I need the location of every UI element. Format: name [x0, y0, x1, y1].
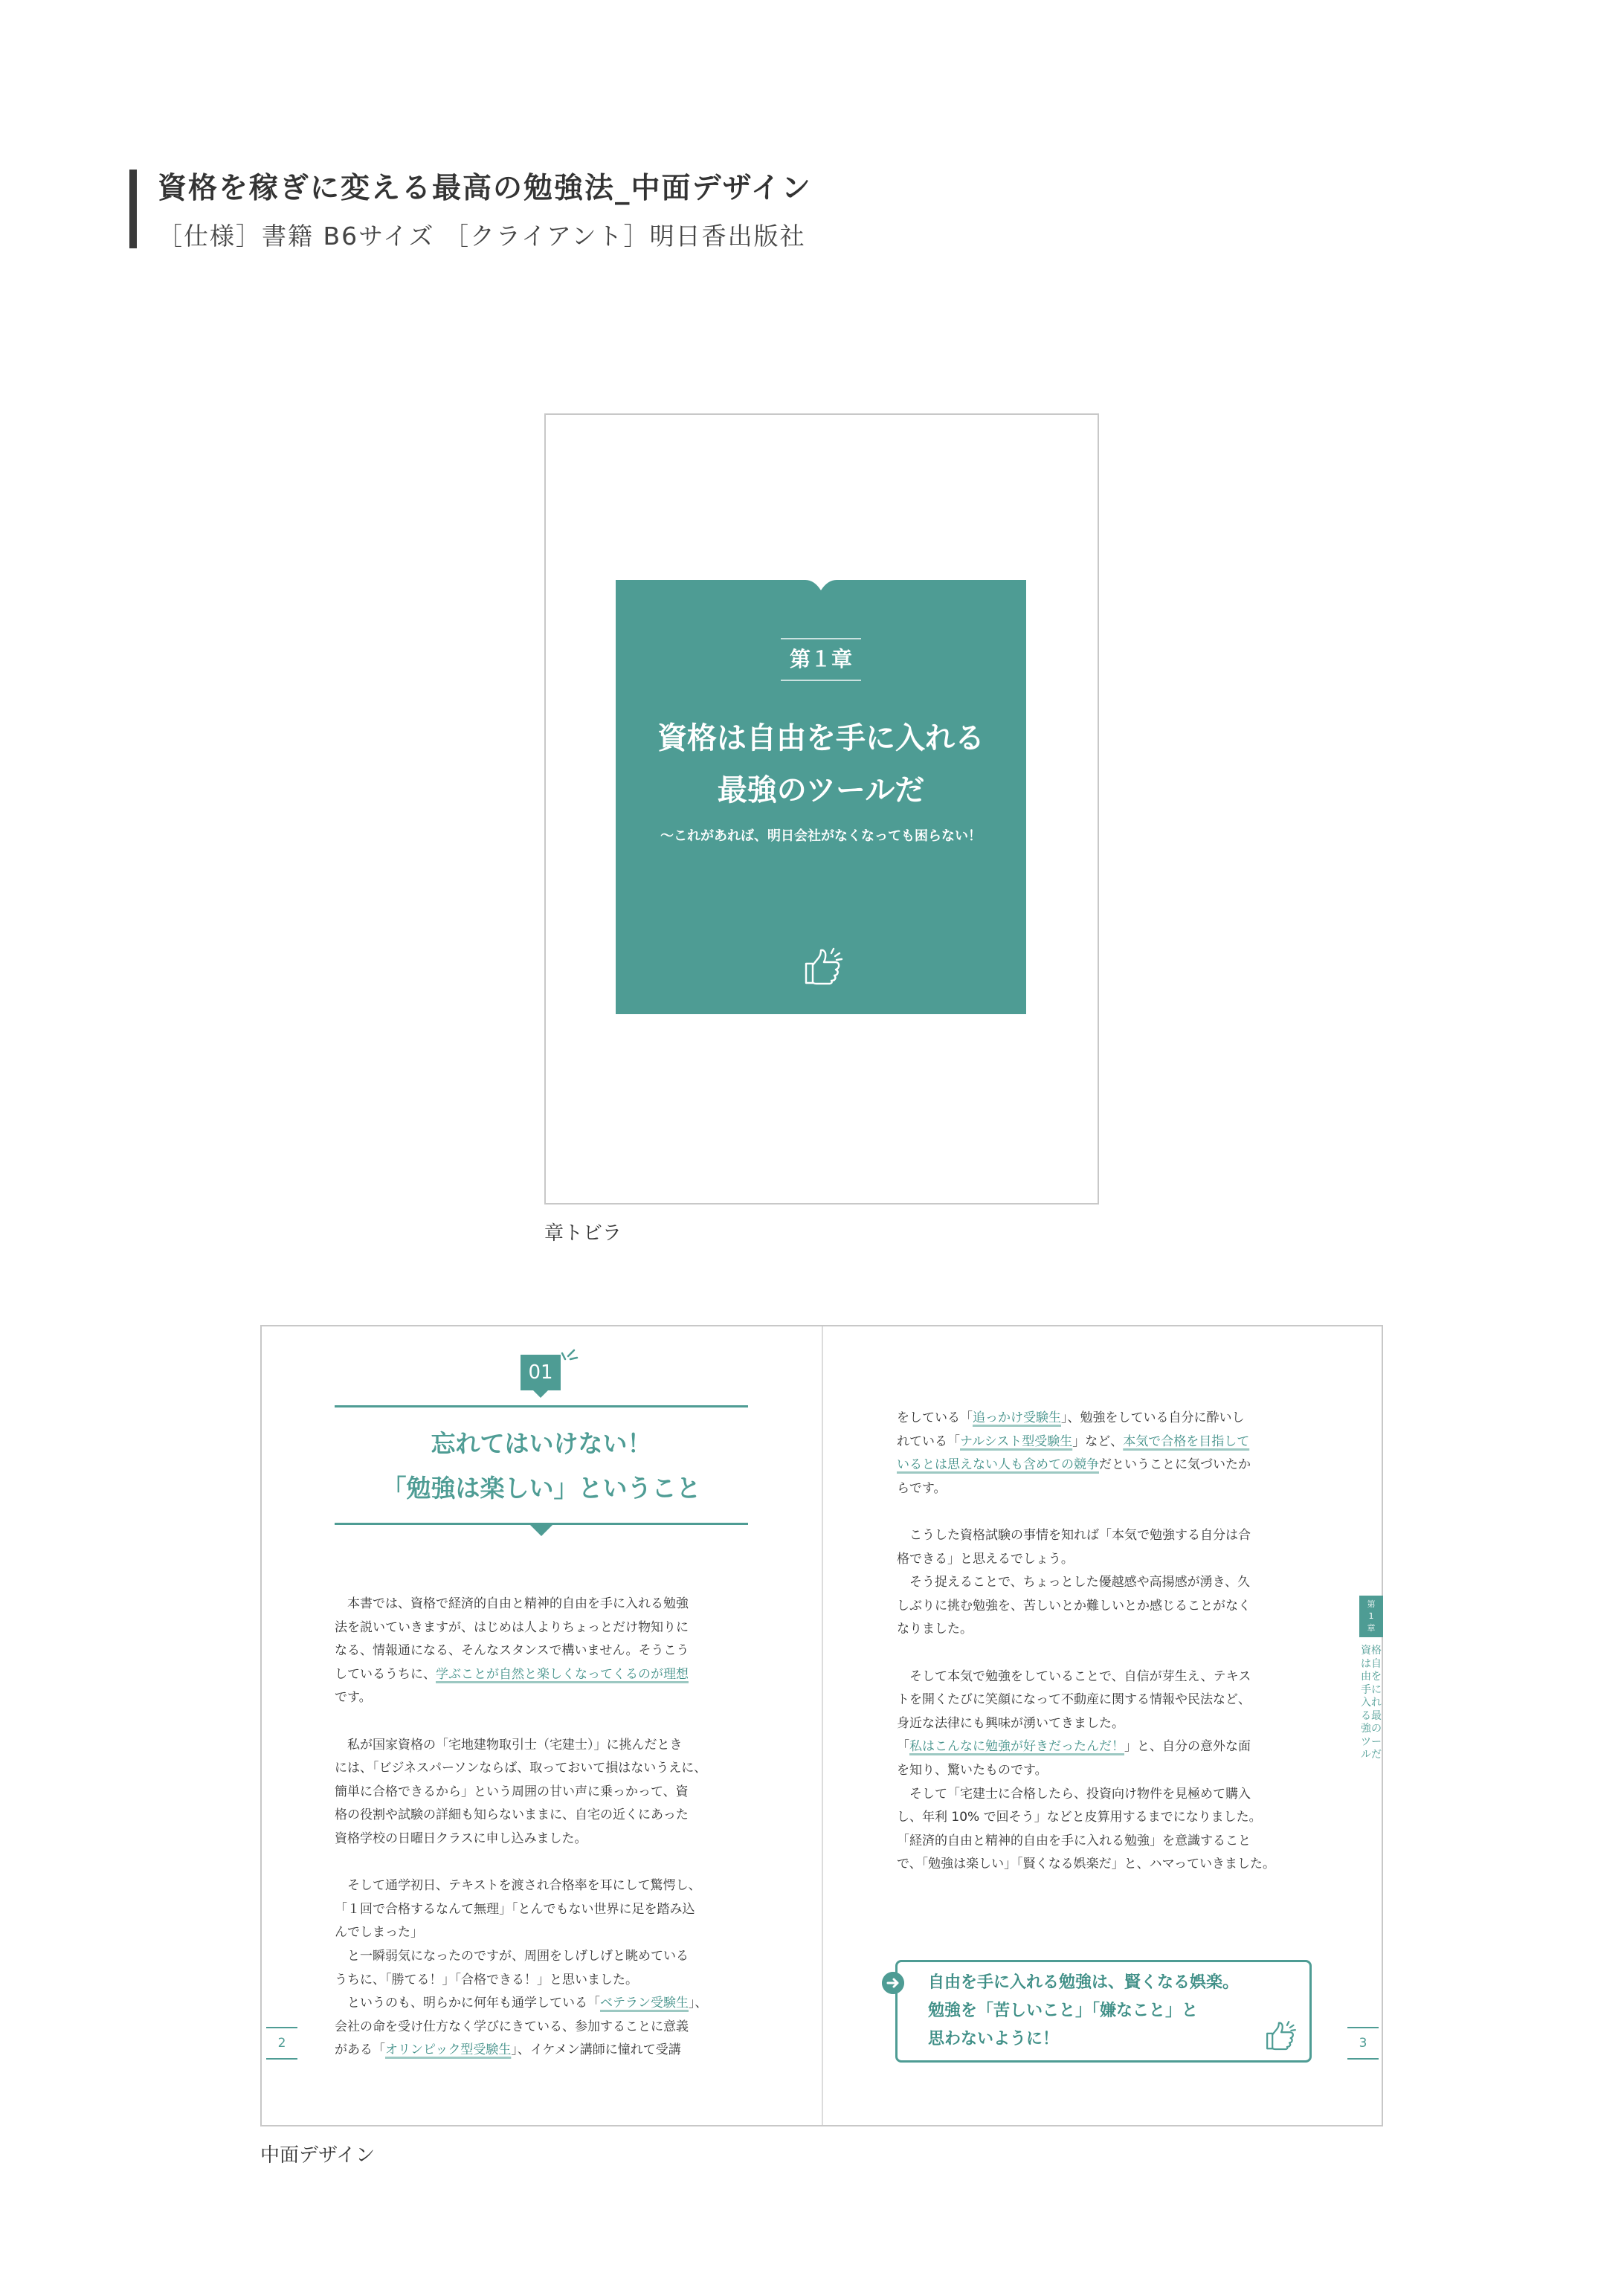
arrow-right-circle-icon	[882, 1972, 904, 1994]
section-number-badge: 01	[521, 1355, 561, 1390]
body-line: そして「宅建士に合格したら、投資向け物件を見極めて購入	[909, 1786, 1251, 1802]
body-line: いるとは思えない人も含めての競争だということに気づいたか	[897, 1457, 1251, 1473]
left-page-body	[335, 1593, 751, 2063]
section-rule-pointer	[529, 1524, 553, 1536]
document-title: 資格を稼ぎに変える最高の勉強法_中面デザイン	[158, 172, 812, 205]
highlight-text: 本気で合格を目指して	[1123, 1434, 1250, 1449]
section-title-line2: 「勉強は楽しい」ということ	[381, 1474, 701, 1503]
body-line: そう捉えることで、ちょっとした優越感や高揚感が湧き、久	[909, 1575, 1250, 1590]
body-line: んでしまった」	[335, 1925, 423, 1941]
thumbs-up-icon	[803, 946, 845, 987]
chapter-subtitle: 〜これがあれば、明日会社がなくなっても困らない！	[660, 828, 982, 844]
chapter-page-caption: 章トビラ	[544, 1222, 622, 1245]
chapter-title-line2: 最強のツールだ	[717, 773, 925, 807]
highlight-text: ベテラン受験生	[600, 1996, 689, 2011]
badge-pointer	[533, 1390, 548, 1398]
section-title	[335, 1422, 748, 1511]
body-line: れている「ナルシスト型受験生」など、本気で合格を目指して	[897, 1434, 1250, 1449]
body-line: らです。	[897, 1480, 947, 1496]
highlight-text: 学ぶことが自然と楽しくなってくるのが理想	[436, 1666, 689, 1682]
body-line: しぶりに挑む勉強を、苦しいとか難しいとか感じることがなく	[897, 1598, 1251, 1613]
chapter-title-line1: 資格は自由を手に入れる	[657, 721, 985, 755]
body-line: 本書では、資格で経済的自由と精神的自由を手に入れる勉強	[347, 1596, 689, 1611]
callout-line3: 思わないように！	[928, 2030, 1060, 2048]
body-line: そして本気で勉強をしていることで、自信が芽生え、テキス	[909, 1668, 1251, 1684]
body-line: うちに、「勝てる！」「合格できる！」と思いました。	[335, 1972, 638, 1987]
section-title-line1: 忘れてはいけない！	[431, 1429, 652, 1458]
body-line: なりました。	[897, 1622, 973, 1637]
body-line: を知り、驚いたものです。	[897, 1762, 1048, 1778]
body-line: こうした資格試験の事情を知れば「本気で勉強する自分は合	[909, 1527, 1251, 1543]
sparkle-icon	[559, 1340, 581, 1362]
body-line: というのも、明らかに何年も通学している「ベテラン受験生」、	[347, 1996, 708, 2011]
body-line: しているうちに、学ぶことが自然と楽しくなってくるのが理想	[335, 1666, 689, 1682]
bookmark-notch-icon	[805, 578, 837, 592]
highlight-text: オリンピック型受験生	[385, 2042, 512, 2058]
spread-gutter	[822, 1326, 823, 2125]
body-line: です。	[335, 1690, 372, 1706]
running-head-vertical: 資格は自由を手に入れる最強のツールだ	[1361, 1645, 1382, 1761]
body-line: 私が国家資格の「宅地建物取引士（宅建士）」に挑んだとき	[347, 1737, 683, 1752]
body-line: 格の役割や試験の詳細も知らないままに、自宅の近くにあった	[335, 1808, 689, 1823]
highlight-text: いるとは思えない人も含めての競争	[897, 1457, 1099, 1473]
body-line: 身近な法律にも興味が湧いてきました。	[897, 1715, 1124, 1731]
body-line: と一瞬弱気になったのですが、周囲をしげしげと眺めている	[347, 1948, 689, 1964]
highlight-text: 私はこんなに勉強が好きだったんだ！	[909, 1739, 1124, 1755]
body-line: 法を説いていきますが、はじめは人よりちょっとだけ物知りに	[335, 1619, 689, 1635]
body-line: し、年利 10% で回そう」などと皮算用するまでになりました。	[897, 1810, 1262, 1825]
page-number-left: 2	[266, 2027, 297, 2060]
body-line: には、「ビジネスパーソンならば、取っておいて損はないうえに、	[335, 1761, 707, 1776]
body-line: 格できる」と思えるでしょう。	[897, 1551, 1074, 1567]
body-line: をしている「追っかけ受験生」、勉強をしている自分に酔いし	[897, 1410, 1245, 1425]
callout-line1: 自由を手に入れる勉強は、賢くなる娯楽。	[928, 1973, 1240, 1992]
body-line: 「経済的自由と精神的自由を手に入れる勉強」を意識すること	[897, 1833, 1251, 1848]
body-line: そして通学初日、テキストを渡され合格率を耳にして驚愕し、	[347, 1878, 701, 1894]
highlight-text: ナルシスト型受験生	[960, 1434, 1073, 1449]
body-line: 「１回で合格するなんて無理」「とんでもない世界に足を踏み込	[335, 1901, 695, 1917]
body-line: で、「勉強は楽しい」「賢くなる娯楽だ」と、ハマっていきました。	[897, 1857, 1275, 1872]
body-line: がある「オリンピック型受験生」、イケメン講師に憧れて受講	[335, 2042, 681, 2058]
section-title-rule-top	[335, 1405, 748, 1407]
chapter-label: 第１章	[781, 638, 861, 681]
spread-caption: 中面デザイン	[260, 2144, 376, 2167]
body-line: 資格学校の日曜日クラスに申し込みました。	[335, 1831, 587, 1846]
body-line: トを開くたびに笑顔になって不動産に関する情報や民法など、	[897, 1692, 1251, 1708]
document-spec: ［仕様］書籍 B6サイズ ［クライアント］明日香出版社	[158, 222, 806, 251]
body-line: 「私はこんなに勉強が好きだったんだ！」と、自分の意外な面	[897, 1739, 1251, 1755]
body-line: 会社の命を受け仕方なく学びにきている、参加することに意義	[335, 2019, 689, 2034]
right-page-body	[897, 1407, 1313, 1877]
body-line: なる、情報通になる、そんなスタンスで構いません。そうこう	[335, 1643, 689, 1659]
thumbs-up-icon	[1264, 2019, 1298, 2052]
highlight-text: 追っかけ受験生	[973, 1410, 1061, 1425]
callout-line2: 勉強を「苦しいこと」「嫌なこと」と	[928, 2002, 1199, 2020]
chapter-index-tab: 第 1 章	[1359, 1596, 1383, 1637]
chapter-title	[616, 712, 1026, 816]
header-accent-bar	[129, 170, 137, 248]
page-number-right: 3	[1347, 2027, 1379, 2060]
callout-text	[928, 1969, 1239, 2054]
body-line: 簡単に合格できるから」という周囲の甘い声に乗っかって、資	[335, 1784, 689, 1799]
